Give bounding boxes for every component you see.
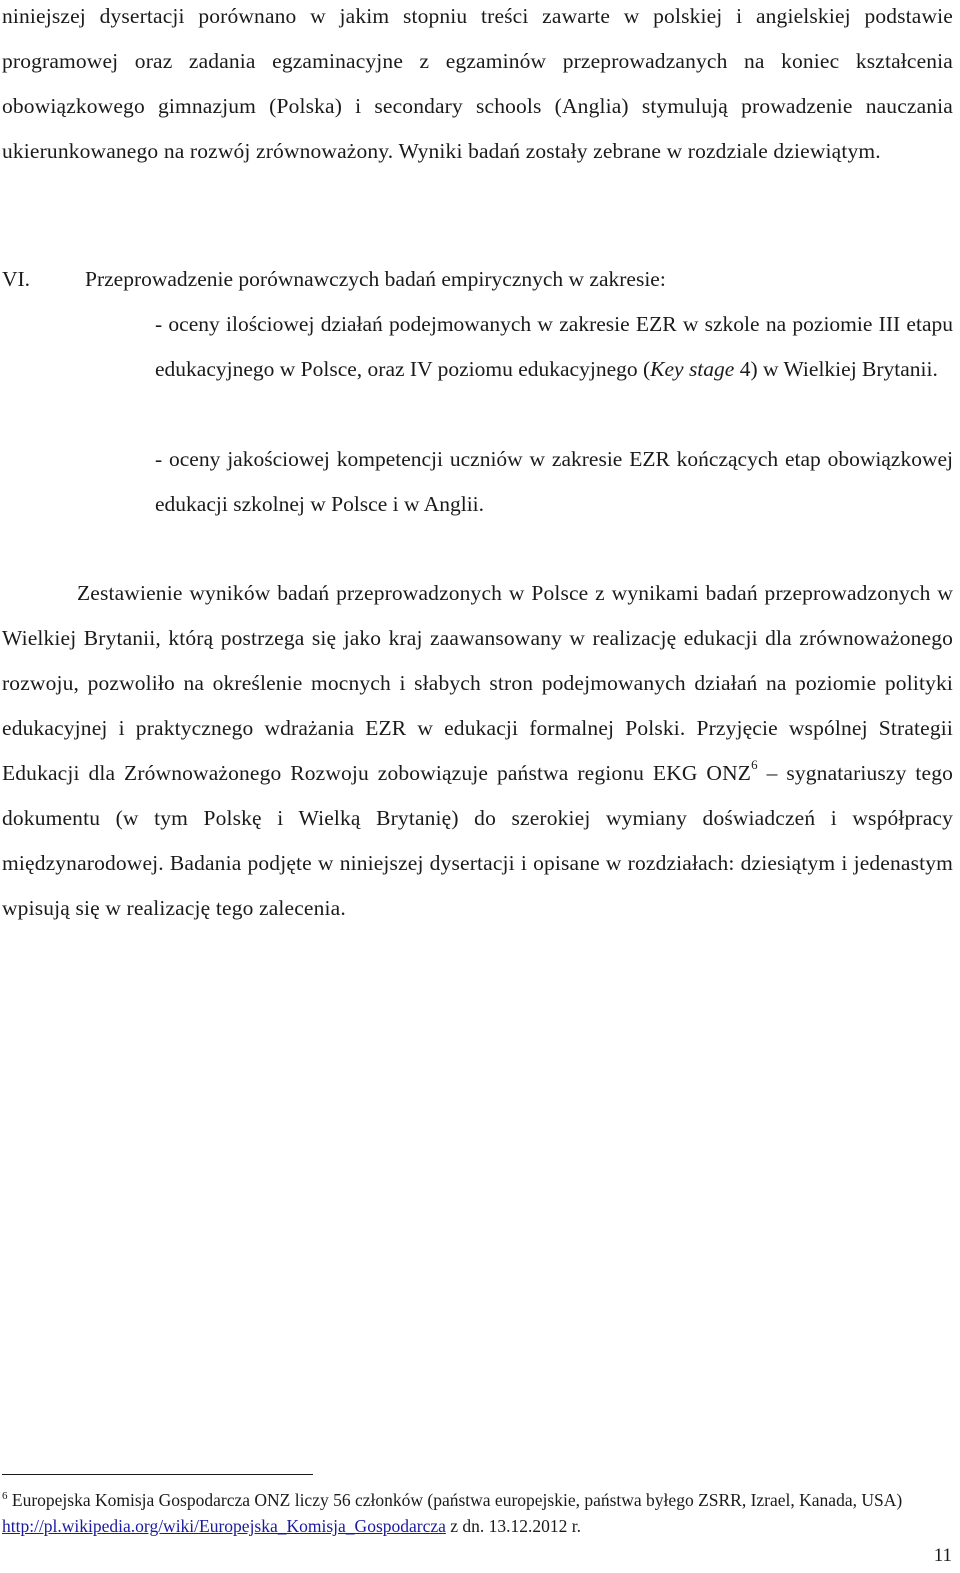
list-item-text: - oceny ilościowej działań podejmowanych w zakresie EZR w szkole na poziomie III etapu edukacyjnego w Polsce, oraz IV poziomu edukacyjnego ( (155, 312, 953, 381)
list-item-italic: Key stage (650, 357, 735, 381)
footnote-marker: 6 (2, 1490, 8, 1503)
footnote-separator (2, 1474, 313, 1475)
page-number: 11 (933, 1545, 952, 1566)
footnote (2, 1487, 953, 1539)
paragraph-summary-text-end: – sygnatariuszy tego dokumentu (w tym Polskę i Wielką Brytanię) do szerokiej wymiany doświadczeń i współpracy międzynarodowej. Badania podjęte w niniejszej dysertacji i opisane w rozdziałach: dziesiątym i jedenastym wpisują się w realizację tego zalecenia. (2, 761, 953, 920)
paragraph-summary-text: Zestawienie wyników badań przeprowadzonych w Polsce z wynikami badań przeprowadzonych w Wielkiej Brytanii, którą postrzega się jako kraj zaawansowany w realizację edukacji dla zrównoważonego rozwoju, pozwoliło na określenie mocnych i słabych stron podejmowanych działań na poziomie polityki edukacyjnej i praktycznego wdrażania EZR w edukacji formalnej Polski. Przyjęcie wspólnej Strategii Edukacji dla Zrównoważonego Rozwoju zobowiązuje państwa regionu EKG ONZ (2, 581, 953, 785)
section-number: VI. (2, 267, 31, 291)
footnote-text: Europejska Komisja Gospodarcza ONZ liczy 56 członków (państwa europejskie, państwa byłego ZSRR, Izrael, Kanada, USA) (7, 1490, 903, 1510)
list-item: - oceny jakościowej kompetencji uczniów w zakresie EZR kończących etap obowiązkowej edukacji szkolnej w Polsce i w Anglii. (155, 447, 953, 516)
footnote-reference[interactable]: 6 (751, 756, 758, 772)
footnote-link[interactable]: http://pl.wikipedia.org/wiki/Europejska_Komisja_Gospodarcza (2, 1516, 446, 1536)
paragraph-intro: niniejszej dysertacji porównano w jakim stopniu treści zawarte w polskiej i angielskiej podstawie programowej oraz zadania egzaminacyjne z egzaminów przeprowadzanych na koniec kształcenia obowiązkowego gimnazjum (Polska) i secondary schools (Anglia) stymulują prowadzenie nauczania ukierunkowanego na rozwój zrównoważony. Wyniki badań zostały zebrane w rozdziale dziewiątym. (2, 4, 953, 163)
list-item-text-end: 4) w Wielkiej Brytanii. (734, 357, 938, 381)
paragraph-summary (2, 571, 953, 931)
footnote-date: z dn. 13.12.2012 r. (445, 1516, 582, 1536)
section-title: Przeprowadzenie porównawczych badań empirycznych w zakresie: (85, 267, 666, 291)
list-item (155, 302, 953, 392)
